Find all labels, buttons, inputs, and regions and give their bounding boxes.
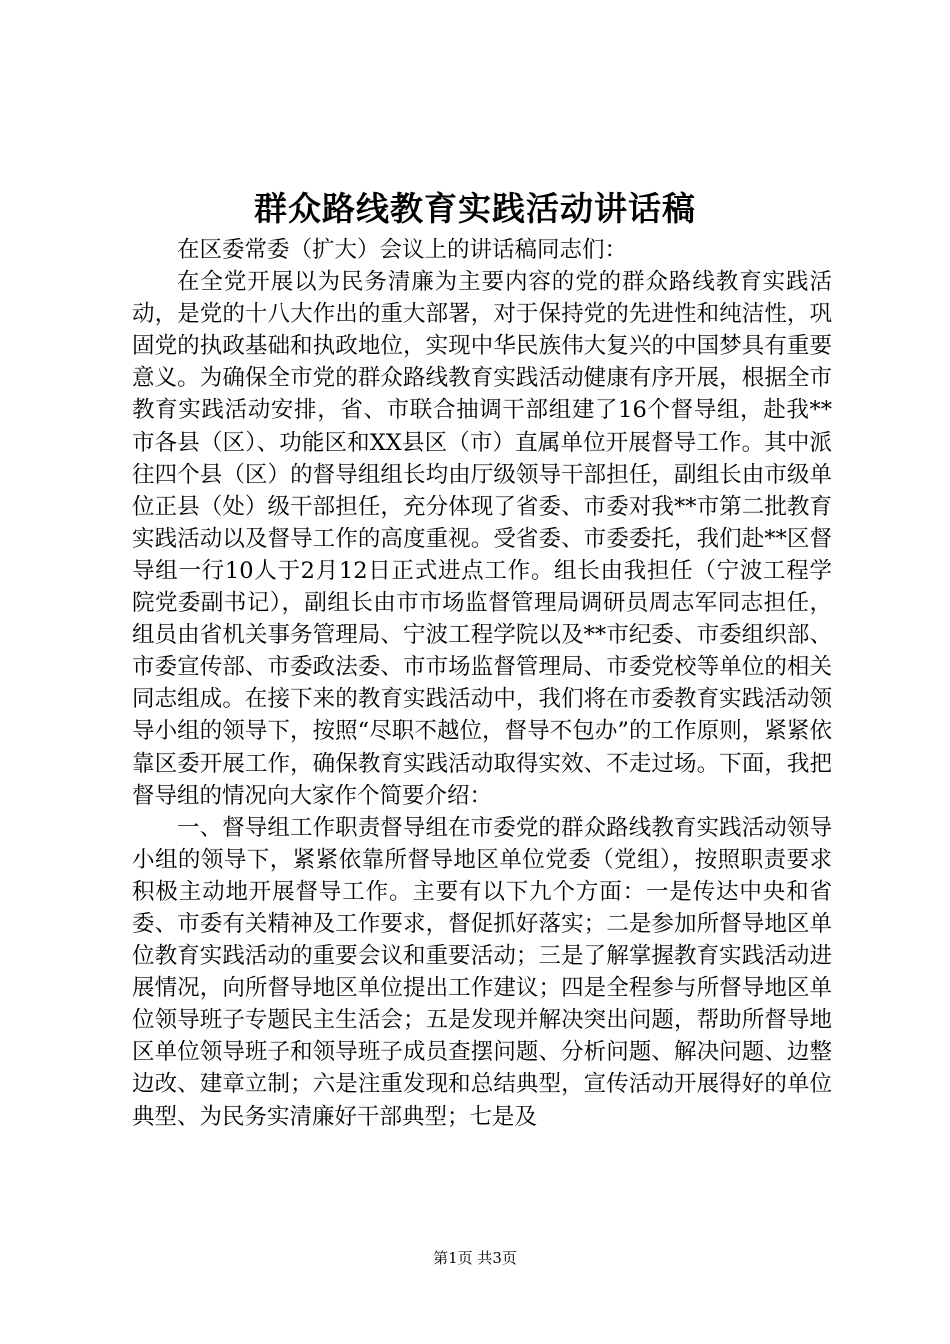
intro-paragraph: 在全党开展以为民务清廉为主要内容的党的群众路线教育实践活动，是党的十八大作出的重大部署，对于保持党的先进性和纯洁性，巩固党的执政基础和执政地位，实现中华民族伟大复兴的中国梦具有重要意义。为确保全市党的群众路线教育实践活动健康有序开展，根据全市教育实践活动安排，省、市联合抽调干部组建了16个督导组，赴我**市各县（区）、功能区和XX县区（市）直属单位开展督导工作。其中派往四个县（区）的督导组组长均由厅级领导干部担任，副组长由市级单位正县（处）级干部担任，充分体现了省委、市委对我**市第二批教育实践活动以及督导工作的高度重视。受省委、市委委托，我们赴**区督导组一行10人于2月12日正式进点工作。组长由我担任（宁波工程学院党委副书记），副组长由市市场监督管理局调研员周志军同志担任，组员由省机关事务管理局、宁波工程学院以及**市纪委、市委组织部、市委宣传部、市委政法委、市市场监督管理局、市委党校等单位的相关同志组成。在接下来的教育实践活动中，我们将在市委教育实践活动领导小组的领导下，按照“尽职不越位，督导不包办”的工作原则，紧紧依靠区委开展工作，确保教育实践活动取得实效、不走过场。下面，我把督导组的情况向大家作个简要介绍： xyxy=(132,269,832,809)
document-body xyxy=(132,234,832,1133)
greeting-paragraph: 在区委常委（扩大）会议上的讲话稿同志们： xyxy=(177,237,628,263)
duties-paragraph: 一、督导组工作职责督导组在市委党的群众路线教育实践活动领导小组的领导下，紧紧依靠所督导地区单位党委（党组），按照职责要求积极主动地开展督导工作。主要有以下九个方面：一是传达中央和省委、市委有关精神及工作要求，督促抓好落实；二是参加所督导地区单位教育实践活动的重要会议和重要活动；三是了解掌握教育实践活动进展情况，向所督导地区单位提出工作建议；四是全程参与所督导地区单位领导班子专题民主生活会；五是发现并解决突出问题，帮助所督导地区单位领导班子和领导班子成员查摆问题、分析问题、解决问题、边整边改、建章立制；六是注重发现和总结典型，宣传活动开展得好的单位典型、为民务实清廉好干部典型；七是及 xyxy=(132,814,832,1130)
document-title: 群众路线教育实践活动讲话稿 xyxy=(254,189,696,228)
page-number-footer: 第1页 共3页 xyxy=(433,1249,517,1267)
